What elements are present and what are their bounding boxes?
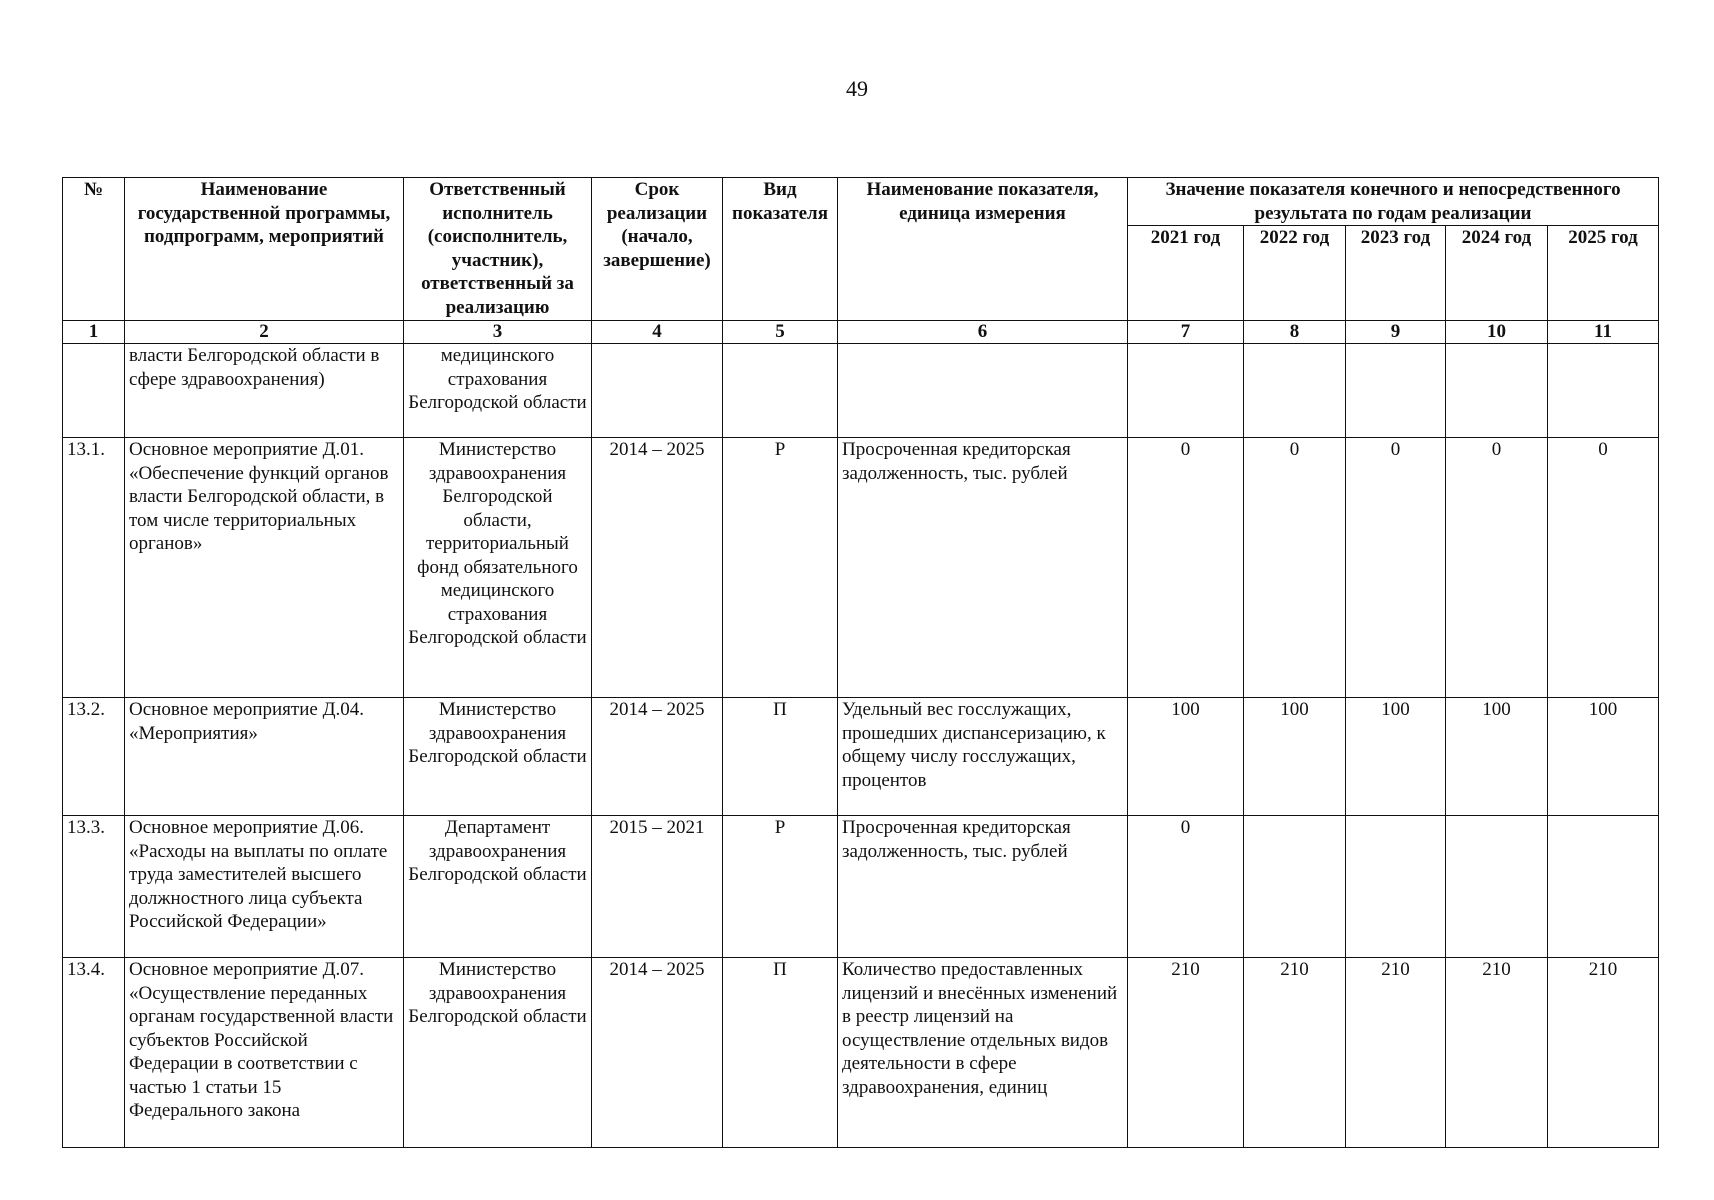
header-responsible: Ответственный исполнитель (соисполнитель, участник), ответственный за реализацию	[404, 178, 592, 321]
column-number: 9	[1346, 321, 1446, 344]
row-type: П	[723, 698, 838, 816]
page-number: 49	[846, 76, 868, 101]
row-value-2023: 210	[1346, 958, 1446, 1148]
table-row	[63, 438, 1659, 698]
row-value-2021: 210	[1128, 958, 1244, 1148]
row-value-2024	[1446, 816, 1548, 958]
header-year: 2022 год	[1244, 226, 1346, 321]
row-term: 2015 – 2021	[592, 816, 723, 958]
row-indicator: Просроченная кредиторская задолженность, тыс. рублей	[838, 438, 1128, 698]
row-responsible: Министерство здравоохранения Белгородской области, территориальный фонд обязательного медицинского страхования Белгородской области	[404, 438, 592, 698]
row-number: 13.3.	[63, 816, 125, 958]
row-value-2023	[1346, 816, 1446, 958]
row-value-2025	[1548, 344, 1659, 438]
table-row	[63, 958, 1659, 1148]
column-number: 4	[592, 321, 723, 344]
row-number: 13.2.	[63, 698, 125, 816]
row-term: 2014 – 2025	[592, 958, 723, 1148]
row-value-2021: 100	[1128, 698, 1244, 816]
row-name: Основное мероприятие Д.06. «Расходы на выплаты по оплате труда заместителей высшего должностного лица субъекта Российской Федерации»	[125, 816, 404, 958]
row-name: Основное мероприятие Д.07. «Осуществление переданных органам государственной власти субъектов Российской Федерации в соответствии с частью 1 статьи 15 Федерального закона	[125, 958, 404, 1148]
row-value-2025: 100	[1548, 698, 1659, 816]
row-type	[723, 344, 838, 438]
row-value-2022	[1244, 344, 1346, 438]
row-indicator: Удельный вес госслужащих, прошедших диспансеризацию, к общему числу госслужащих, процентов	[838, 698, 1128, 816]
row-type: Р	[723, 438, 838, 698]
header-year: 2023 год	[1346, 226, 1446, 321]
table-row	[63, 698, 1659, 816]
column-numbers-row	[63, 321, 1659, 344]
row-value-2021: 0	[1128, 816, 1244, 958]
column-number: 7	[1128, 321, 1244, 344]
row-type: П	[723, 958, 838, 1148]
header-term: Срок реализации (начало, завершение)	[592, 178, 723, 321]
row-indicator: Количество предоставленных лицензий и внесённых изменений в реестр лицензий на осуществление отдельных видов деятельности в сфере здравоохранения, единиц	[838, 958, 1128, 1148]
row-number	[63, 344, 125, 438]
column-number: 8	[1244, 321, 1346, 344]
row-indicator: Просроченная кредиторская задолженность, тыс. рублей	[838, 816, 1128, 958]
row-responsible: Департамент здравоохранения Белгородской области	[404, 816, 592, 958]
column-number: 2	[125, 321, 404, 344]
row-name: Основное мероприятие Д.04. «Мероприятия»	[125, 698, 404, 816]
row-responsible: Министерство здравоохранения Белгородской области	[404, 958, 592, 1148]
row-value-2023	[1346, 344, 1446, 438]
row-responsible: медицинского страхования Белгородской области	[404, 344, 592, 438]
row-value-2023: 0	[1346, 438, 1446, 698]
row-value-2022: 210	[1244, 958, 1346, 1148]
table-row	[63, 816, 1659, 958]
header-no: №	[63, 178, 125, 321]
row-value-2022	[1244, 816, 1346, 958]
row-term: 2014 – 2025	[592, 698, 723, 816]
header-values-group: Значение показателя конечного и непосредственного результата по годам реализации	[1128, 178, 1659, 226]
row-value-2024: 0	[1446, 438, 1548, 698]
header-indicator: Наименование показателя, единица измерения	[838, 178, 1128, 321]
column-number: 10	[1446, 321, 1548, 344]
header-year: 2021 год	[1128, 226, 1244, 321]
row-term	[592, 344, 723, 438]
row-value-2024	[1446, 344, 1548, 438]
row-number: 13.4.	[63, 958, 125, 1148]
column-number: 6	[838, 321, 1128, 344]
row-value-2021: 0	[1128, 438, 1244, 698]
header-name: Наименование государственной программы, подпрограмм, мероприятий	[125, 178, 404, 321]
row-value-2024: 210	[1446, 958, 1548, 1148]
row-name: власти Белгородской области в сфере здравоохранения)	[125, 344, 404, 438]
header-year: 2024 год	[1446, 226, 1548, 321]
row-value-2022: 0	[1244, 438, 1346, 698]
column-number: 5	[723, 321, 838, 344]
header-year: 2025 год	[1548, 226, 1659, 321]
row-value-2025	[1548, 816, 1659, 958]
table-row	[63, 344, 1659, 438]
header-type: Вид показателя	[723, 178, 838, 321]
row-value-2022: 100	[1244, 698, 1346, 816]
column-number: 11	[1548, 321, 1659, 344]
row-number: 13.1.	[63, 438, 125, 698]
row-value-2025: 210	[1548, 958, 1659, 1148]
row-value-2021	[1128, 344, 1244, 438]
row-value-2023: 100	[1346, 698, 1446, 816]
column-number: 3	[404, 321, 592, 344]
row-value-2024: 100	[1446, 698, 1548, 816]
column-number: 1	[63, 321, 125, 344]
row-term: 2014 – 2025	[592, 438, 723, 698]
row-indicator	[838, 344, 1128, 438]
row-value-2025: 0	[1548, 438, 1659, 698]
row-name: Основное мероприятие Д.01. «Обеспечение функций органов власти Белгородской области, в том числе территориальных органов»	[125, 438, 404, 698]
row-responsible: Министерство здравоохранения Белгородской области	[404, 698, 592, 816]
row-type: Р	[723, 816, 838, 958]
indicators-table	[62, 177, 1659, 1148]
